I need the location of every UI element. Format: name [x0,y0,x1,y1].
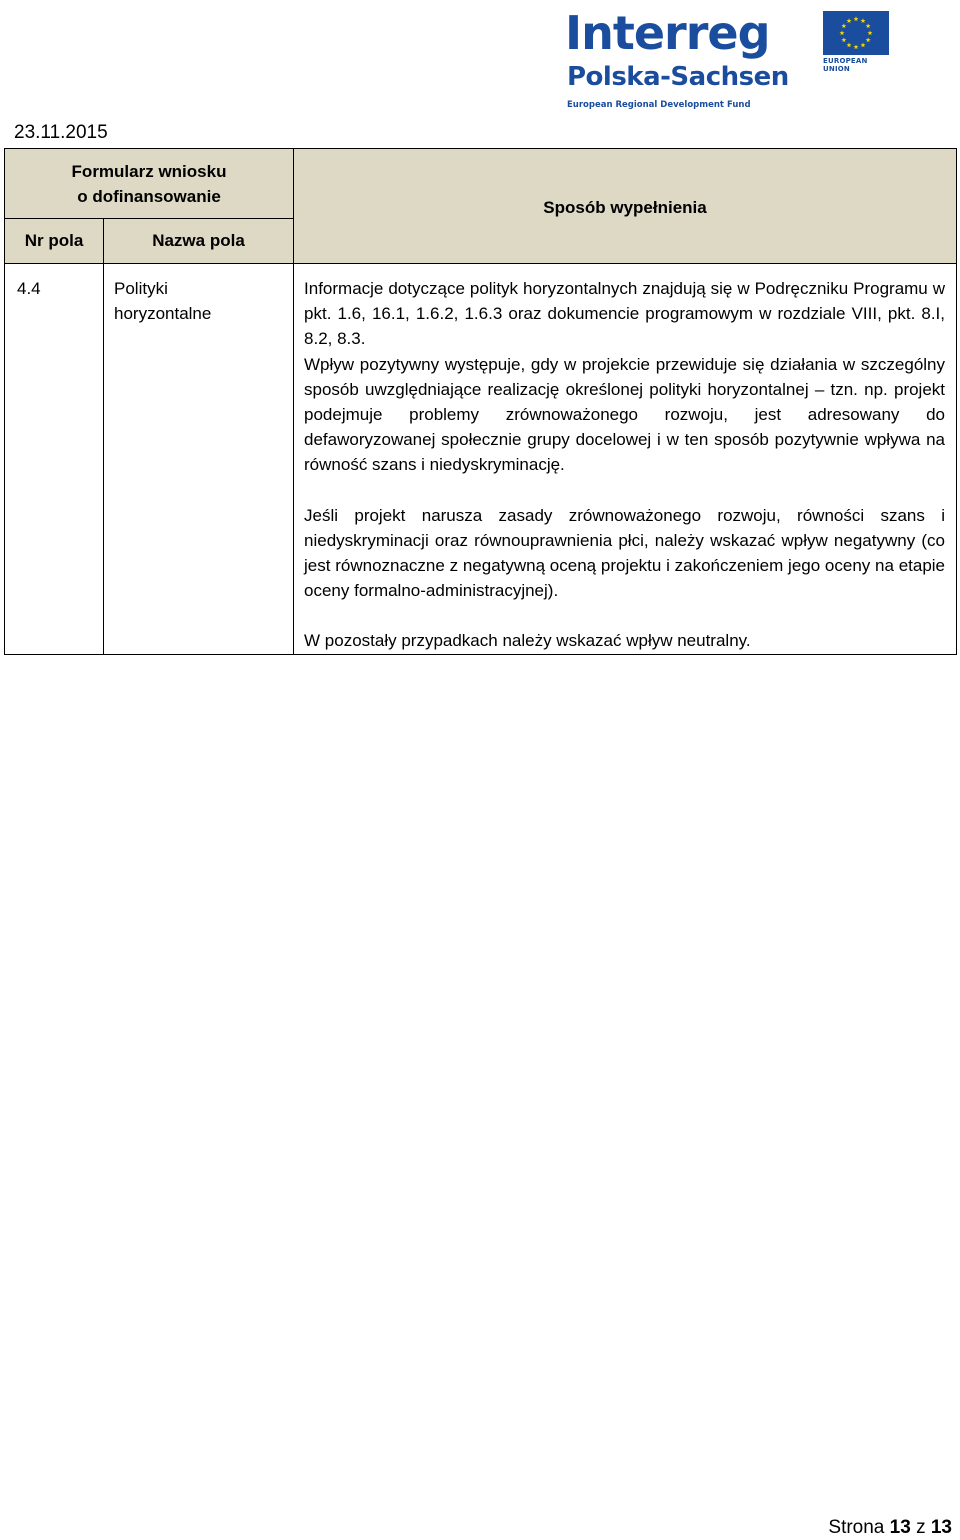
page-total: 13 [930,1517,952,1538]
paragraph-negative-impact: Jeśli projekt narusza zasady zrównoważonego rozwoju, równości szans i niedyskryminacji oraz równouprawnienia płci, należy wskazać wpływ negatywny (co jest równoznaczne z negatywną oceną projektu i zakończeniem jego oceny na etapie oceny formalno-administracyjnej). [304,505,946,601]
field-number-header: Nr pola [5,219,104,264]
form-title-header [5,149,294,219]
method-header: Sposób wypełnienia [294,149,957,264]
paragraph-references: Informacje dotyczące polityk horyzontalnych znajdują się w Podręczniku Programu w pkt. 1.6, 16.1, 1.6.2, 1.6.3 oraz dokumencie programowym w rozdziale VIII, pkt. 8.I, 8.2, 8.3. [304,279,946,349]
form-title-line2: o dofinansowanie [77,187,221,207]
page-word: Strona [828,1517,885,1538]
paragraph-neutral-impact: W pozostały przypadkach należy wskazać wpływ neutralny. [304,631,751,651]
eu-star-icon [854,16,859,21]
form-instructions-table [4,148,957,655]
method-content-cell [294,264,957,655]
eu-star-icon [841,37,846,42]
eu-star-icon [840,30,845,35]
eu-star-icon [861,43,866,48]
form-title-line1: Formularz wniosku [71,162,227,181]
eu-star-icon [847,43,852,48]
eu-stars-icon [823,11,889,55]
field-name-line1: Polityki [114,279,168,298]
eu-star-icon [861,18,866,23]
eu-flag-icon [823,11,889,55]
page-current: 13 [889,1517,911,1538]
eu-label-text: EUROPEAN UNION [823,57,868,73]
logo-fund-text: European Regional Development Fund [567,100,751,110]
eu-star-icon [854,44,859,49]
eu-star-icon [866,23,871,28]
interreg-logo [565,8,895,112]
table-row [5,264,957,655]
page-number [828,1517,952,1539]
eu-star-icon [841,23,846,28]
paragraph-positive-impact: Wpływ pozytywny występuje, gdy w projekcie przewiduje się działania w szczególny sposób uwzględniające realizację określonej polityki horyzontalnej – tzn. np. projekt podejmuje problemy zrównoważonego rozwoju, jest adresowany do defaworyzowanej społecznie grupy docelowej i w ten sposób pozytywnie wpływa na równość szans i niedyskryminację. [304,354,946,475]
logo-program-text: Polska-Sachsen [567,62,789,92]
field-name-cell [104,264,294,655]
eu-star-icon [847,18,852,23]
logo-brand-text: Interreg [565,6,770,60]
field-number-cell: 4.4 [5,264,104,655]
field-name-line2: horyzontalne [114,304,212,324]
document-date: 23.11.2015 [14,122,108,143]
field-name-header: Nazwa pola [104,219,294,264]
page-of: z [916,1517,926,1538]
eu-star-icon [866,37,871,42]
table-header-row-1 [5,149,957,219]
eu-star-icon [868,30,873,35]
